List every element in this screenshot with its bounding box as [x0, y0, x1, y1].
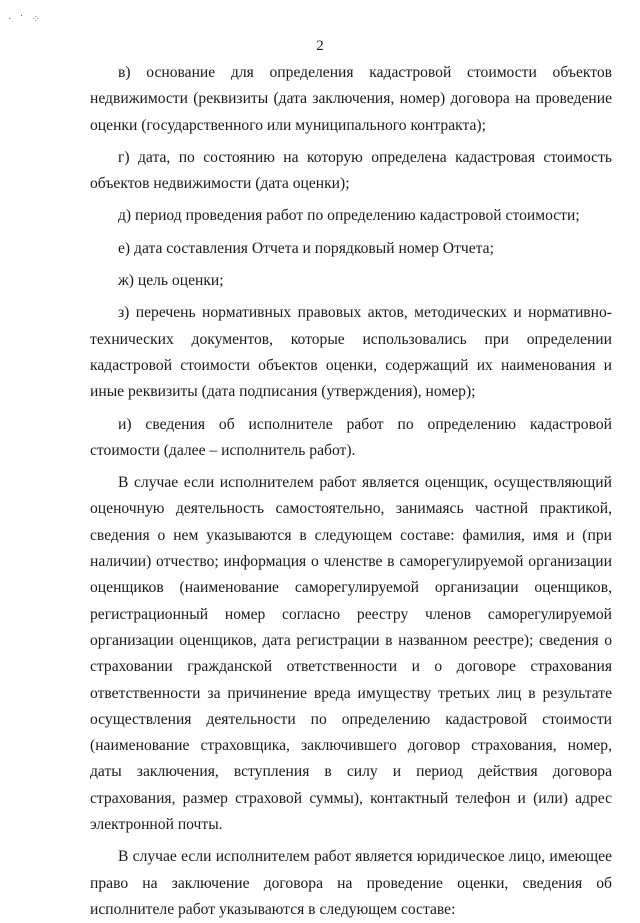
paragraph-item-d: д) период проведения работ по определению кадастровой стоимости; [118, 207, 580, 225]
paragraph-item-v: в) основание для определения кадастровой стоимости объектов недвижимости (реквизиты (дата заключения, номер) договора на проведение оценки (государственного или муниципального контракта); [90, 64, 612, 134]
document-body [90, 60, 612, 923]
paragraph-item-i: и) сведения об исполнителе работ по определению кадастровой стоимости (далее – исполнитель работ). [90, 415, 612, 459]
paragraph-item-e: е) дата составления Отчета и порядковый номер Отчета; [118, 239, 494, 257]
paragraph-legal-entity-info: В случае если исполнителем работ является юридическое лицо, имеющее право на заключение договора на проведение оценки, сведения об исполнителе работ указываются в следующем составе: [90, 848, 612, 918]
scan-artifact: · ˙ ⁘ [8, 14, 44, 25]
page-number: 2 [316, 38, 324, 54]
paragraph-item-z: з) перечень нормативных правовых актов, методических и нормативно-технических документов, которые использовались при определении кадастровой стоимости объектов оценки, содержащий их наименования и иные реквизиты (дата подписания (утверждения), номер); [90, 304, 612, 401]
paragraph-item-g: г) дата, по состоянию на которую определена кадастровая стоимость объектов недвижимости (дата оценки); [90, 148, 612, 193]
paragraph-appraiser-info: В случае если исполнителем работ является оценщик, осуществляющий оценочную деятельность самостоятельно, занимаясь частной практикой, сведения о нем указываются в следующем составе: фамилия, имя и (при наличии) отчество; информация о членстве в саморегулируемой организации оценщиков (наименование саморегулируемой организации оценщиков, регистрационный номер согласно реестру членов саморегулируемой организации оценщиков, дата регистрации в названном реестре); сведения о страховании гражданской ответственности и о договоре страхования ответственности за причинение вреда имуществу третьих лиц в результате осуществления деятельности по определению кадастровой стоимости (наименование страховщика, заключившего договор страхования, номер, даты заключения, вступления в силу и период действия договора страхования, размер страховой суммы), контактный телефон и (или) адрес электронной почты. [90, 474, 612, 834]
paragraph-item-zh: ж) цель оценки; [118, 272, 224, 290]
